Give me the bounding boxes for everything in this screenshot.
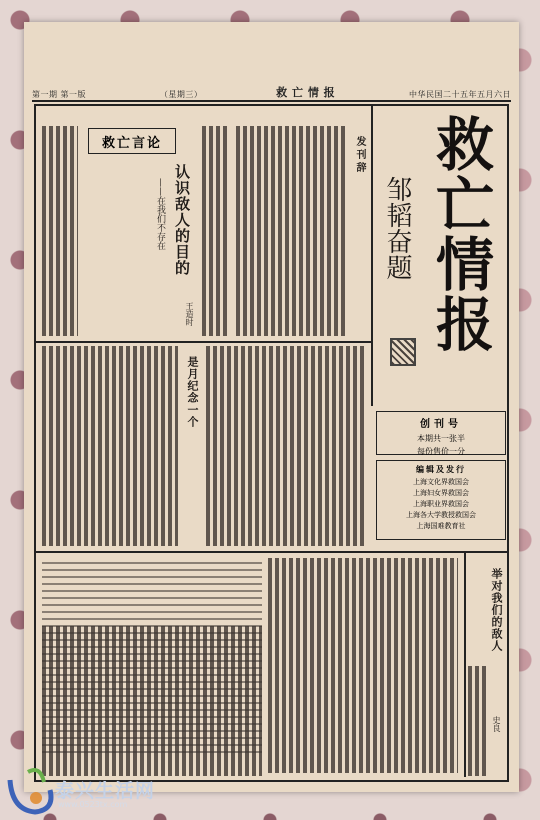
horizontal-divider-middle bbox=[36, 551, 507, 553]
publishers-list bbox=[380, 477, 502, 532]
publishers-heading: 编辑及发行 bbox=[416, 464, 466, 474]
lower-center-text bbox=[268, 558, 458, 773]
editorial-box bbox=[88, 128, 176, 154]
masthead-title: 救亡情报 bbox=[426, 114, 494, 354]
issue-box-title: 创刊号 bbox=[420, 419, 462, 430]
issue-box-line2: 每份售价一分 bbox=[417, 447, 465, 456]
article2-title: 是月纪念一个 bbox=[186, 356, 199, 428]
vertical-divider-lower bbox=[464, 553, 466, 777]
horizontal-divider-top bbox=[36, 341, 371, 343]
middle-center-text bbox=[206, 346, 366, 546]
issue-info-box bbox=[376, 411, 506, 455]
article1-title: 认识敌人的目的 bbox=[173, 164, 191, 276]
newspaper-page bbox=[24, 22, 519, 792]
fakan-body-text bbox=[236, 126, 346, 336]
header-weekday: （星期三） bbox=[159, 90, 203, 99]
publisher-1: 上海文化界救国会 bbox=[413, 478, 469, 486]
article1-subtitle: ——在我们不存在 bbox=[155, 178, 165, 250]
masthead-divider bbox=[371, 106, 373, 406]
publisher-4: 上海各大学教授救国会 bbox=[406, 511, 476, 519]
header-bar bbox=[32, 86, 511, 102]
article3-title: 举对我们的敌人 bbox=[490, 568, 503, 652]
middle-left-text bbox=[42, 346, 178, 546]
masthead-inscription: 邹韬奋题 bbox=[382, 176, 412, 280]
issue-box-line1: 本期共一张半 bbox=[417, 434, 465, 443]
article1-author: 王造时 bbox=[185, 302, 194, 326]
publisher-2: 上海妇女界救国会 bbox=[413, 489, 469, 497]
article1-body-text-2 bbox=[202, 126, 230, 336]
masthead-seal-stamp bbox=[390, 338, 416, 366]
watermark-url: www.0523tx.com bbox=[58, 800, 128, 809]
header-paper-name: 救 亡 情 报 bbox=[276, 86, 336, 99]
header-issue: 第一期 第一版 bbox=[32, 90, 87, 99]
article3-author: 史良 bbox=[492, 716, 501, 732]
page-frame bbox=[34, 104, 509, 782]
editorial-box-title: 救亡言论 bbox=[101, 135, 162, 151]
publishers-box bbox=[376, 460, 506, 540]
header-date: 中华民国二十五年五月六日 bbox=[408, 90, 511, 99]
publisher-5: 上海国难教育社 bbox=[416, 522, 466, 530]
lower-left-columns bbox=[42, 626, 262, 776]
article3-body-text bbox=[468, 666, 486, 776]
article1-body-text bbox=[42, 126, 78, 336]
publisher-3: 上海职业界救国会 bbox=[413, 500, 469, 508]
fakan-title: 发刊辞 bbox=[354, 136, 365, 175]
watermark-brand: 泰兴生活网 bbox=[55, 780, 156, 802]
